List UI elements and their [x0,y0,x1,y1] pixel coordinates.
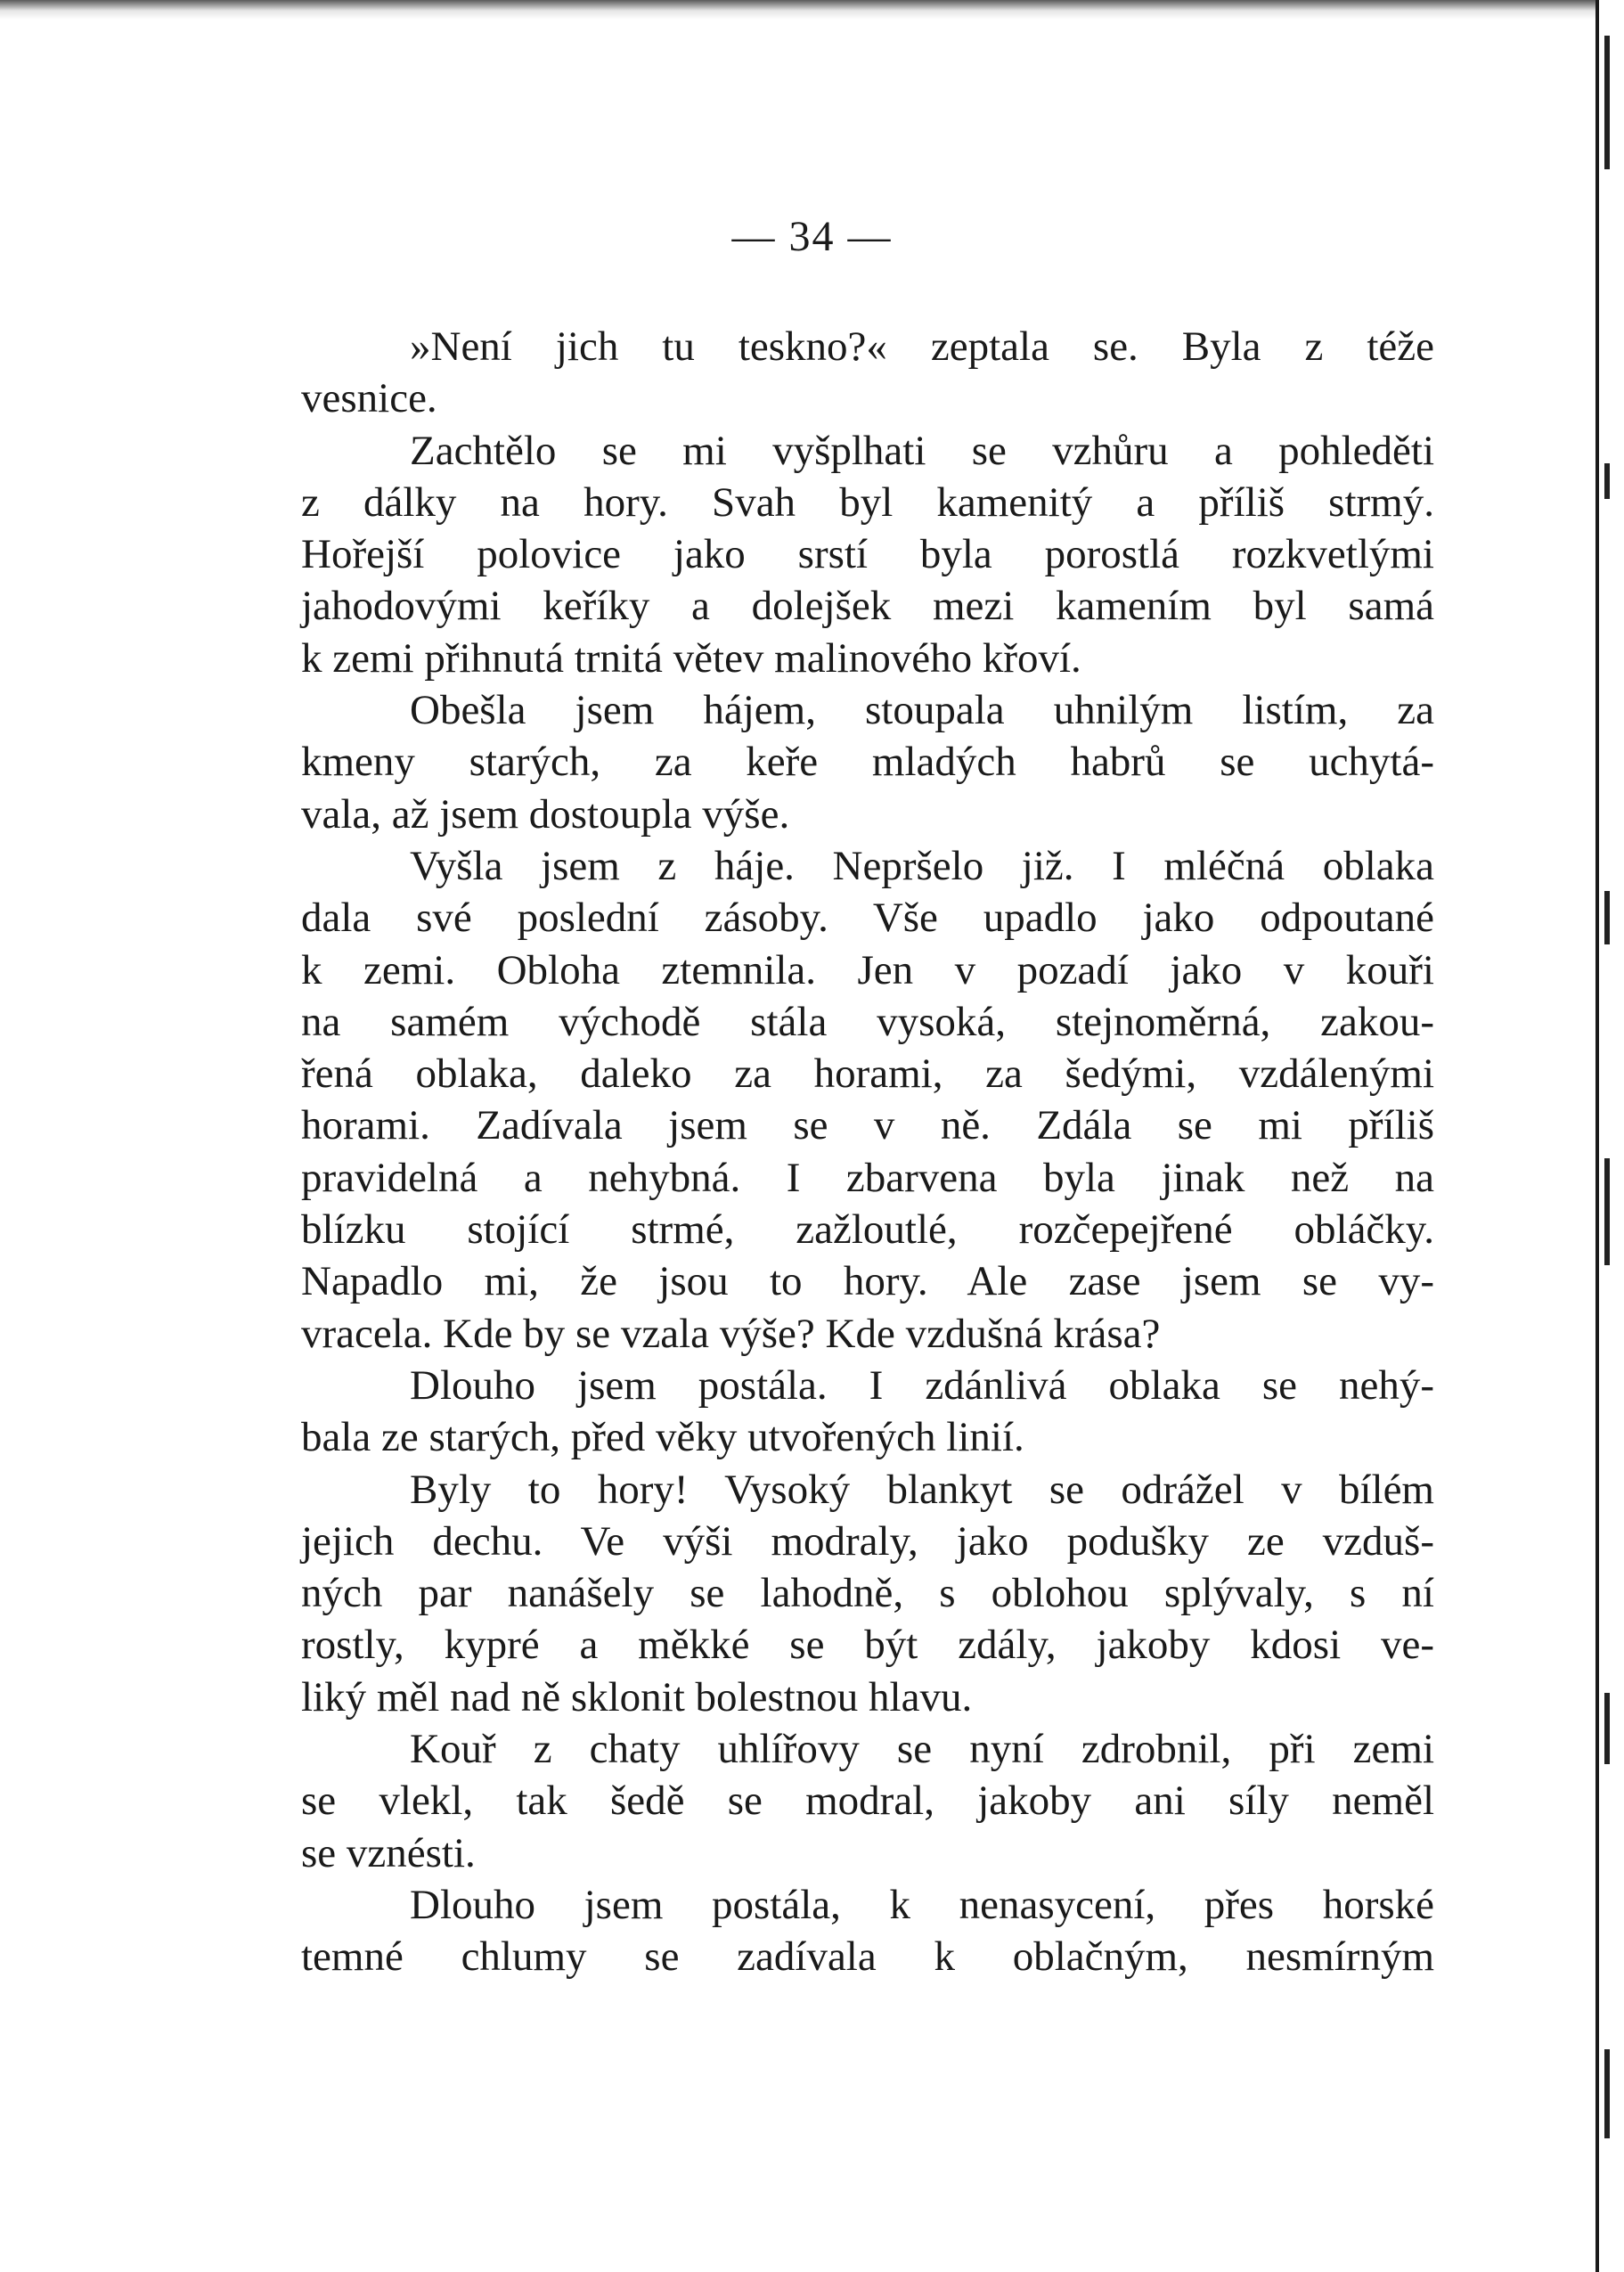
text-line: Byly to hory! Vysoký blankyt se odrážel v bílém [410,1466,1434,1513]
text-line: liký měl nad ně sklonit bolestnou hlavu. [301,1673,973,1720]
text-line: Dlouho jsem postála. I zdánlivá oblaka se nehý- [410,1361,1434,1409]
scan-edge-mark [1604,1693,1610,1764]
text-line: blízku stojící strmé, zažloutlé, rozčepejřené obláčky. [301,1206,1434,1254]
text-line: Dlouho jsem postála, k nenasycení, přes horské [410,1881,1434,1928]
text-line: jejich dechu. Ve výši modraly, jako podušky ze vzduš- [301,1517,1434,1565]
text-line: ných par nanášely se lahodně, s oblohou splývaly, s ní [301,1570,1434,1617]
text-line: temné chlumy se zadívala k oblačným, nesmírným [301,1933,1434,1981]
text-line: vala, až jsem dostoupla výše. [301,790,790,838]
text-line: na samém východě stála vysoká, stejnoměrná, zakou- [301,998,1434,1045]
text-line: Zachtělo se mi vyšplhati se vzhůru a pohleděti [410,427,1434,474]
scan-edge-mark [1604,2049,1610,2138]
text-line: kmeny starých, za keře mladých habrů se uchytá- [301,739,1434,786]
text-line: horami. Zadívala jsem se v ně. Zdála se mi příliš [301,1102,1434,1149]
text-line: »Není jich tu teskno?« zeptala se. Byla z téže [410,323,1434,370]
scan-right-edge [1595,0,1624,2272]
page-number: — 34 — [731,213,893,260]
scan-edge-mark [1604,891,1610,944]
text-line: Vyšla jsem z háje. Nepršelo již. I mléčná oblaka [410,842,1434,889]
text-line: jahodovými keříky a dolejšek mezi kamením byl samá [301,583,1434,630]
scan-top-edge [0,0,1624,20]
text-line: k zemi. Obloha ztemnila. Jen v pozadí jako v kouři [301,946,1434,993]
text-line: dala své poslední zásoby. Vše upadlo jako odpoutané [301,895,1434,942]
text-line: z dálky na hory. Svah byl kamenitý a příliš strmý. [301,478,1434,526]
text-line: pravidelná a nehybná. I zbarvena byla jinak než na [301,1154,1434,1201]
scan-edge-mark [1604,1158,1610,1265]
text-line: k zemi přihnutá trnitá větev malinového křoví. [301,634,1081,682]
text-line: Obešla jsem hájem, stoupala uhnilým listím, za [410,687,1434,734]
text-line: rostly, kypré a měkké se být zdály, jakoby kdosi ve- [301,1622,1434,1669]
scan-edge-mark [1604,36,1610,169]
text-line: vesnice. [301,375,437,422]
scan-edge-mark [1604,463,1610,499]
text-line: Hořejší polovice jako srstí byla porostlá rozkvetlými [301,531,1434,578]
text-line: se vznésti. [301,1829,476,1876]
text-line: bala ze starých, před věky utvořených linií. [301,1414,1024,1461]
text-column [301,321,1434,1983]
text-line: se vlekl, tak šedě se modral, jakoby ani síly neměl [301,1778,1434,1825]
text-line: Kouř z chaty uhlířovy se nyní zdrobnil, při zemi [410,1726,1434,1773]
text-line: vracela. Kde by se vzala výše? Kde vzdušná krása? [301,1310,1161,1357]
text-line: řená oblaka, daleko za horami, za šedými, vzdálenými [301,1050,1434,1098]
text-line: Napadlo mi, že jsou to hory. Ale zase jsem se vy- [301,1258,1434,1305]
